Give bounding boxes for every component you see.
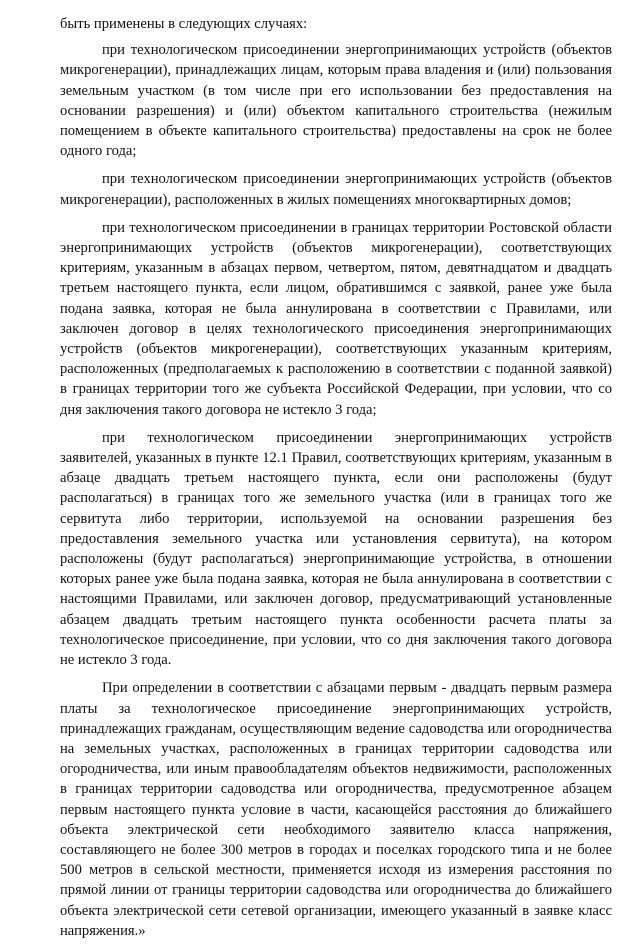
paragraph-apartment-buildings: при технологическом присоединении энергопринимающих устройств (объектов микрогенерации), расположенных в жилых помещениях многоквартирных домов; xyxy=(60,171,612,208)
document-page xyxy=(60,14,612,949)
lead-text: быть применены в следующих случаях: xyxy=(60,16,308,32)
paragraph-rostov-region: при технологическом присоединении в границах территории Ростовской области энергопринимающих устройств (объектов микрогенерации), соответствующих критериям, указанным в абзацах первом, четвертом, пятом, девятнадцатом и двадцать третьем настоящего пункта, если лицом, обратившимся с заявкой, ранее уже была подана заявка, которая не была аннулирована в соответствии с Правилами, или заключен договор в целях технологического присоединения энергопринимающих устройств (объектов микрогенерации), соответствующих указанным критериям, расположенных (предполагаемых к расположению в соответствии с поданной заявкой) в границах территории того же субъекта Российской Федерации, при условии, что со дня заключения такого договора не истекло 3 года; xyxy=(60,219,612,418)
paragraph-applicants-12-1: при технологическом присоединении энергопринимающих устройств заявителей, указанных в пункте 12.1 Правил, соответствующих критериям, указанным в абзаце двадцать третьем настоящего пункта, если они расположены (будут располагаться) в границах того же земельного участка (или в границах того же сервитута либо территории, используемой на основании разрешения без предоставления земельного участка или установления сервитута), на котором расположены (будут располагаться) энергопринимающие устройства, в отношении которых ранее уже была подана заявка, которая не была аннулирована в соответствии с настоящими Правилами, или заключен договор, предусматривающий установленные абзацем двадцать третьим настоящего пункта особенности расчета платы за технологическое присоединение, при условии, что со дня заключения такого договора не истекло 3 года. xyxy=(60,429,612,669)
paragraph-microgeneration-temporary-use: при технологическом присоединении энергопринимающих устройств (объектов микрогенерации), принадлежащих лицам, которым права владения и (или) пользования земельным участком (в том числе при его использовании без предоставления на основании разрешения) и (или) объектом капитального строительства (нежилым помещением в объекте капитального строительства) предоставлены на срок не более одного года; xyxy=(60,42,612,160)
paragraph-gardening-distance: При определении в соответствии с абзацами первым - двадцать первым размера платы за технологическое присоединение энергопринимающих устройств, принадлежащих гражданам, осуществляющим ведение садоводства или огородничества на земельных участках, расположенных в границах территории садоводства или огородничества, или иным правообладателям объектов недвижимости, расположенных в границах территории садоводства или огородничества, предусмотренное абзацем первым настоящего пункта условие в части, касающейся расстояния до ближайшего объекта электрической сети необходимого заявителю класса напряжения, составляющего не более 300 метров в городах и поселках городского типа и не более 500 метров в сельской местности, применяется исходя из измерения расстояния по прямой линии от границы территории садоводства или огородничества до ближайшего объекта электрической сети сетевой организации, имеющего указанный в заявке класс напряжения.» xyxy=(60,680,612,939)
